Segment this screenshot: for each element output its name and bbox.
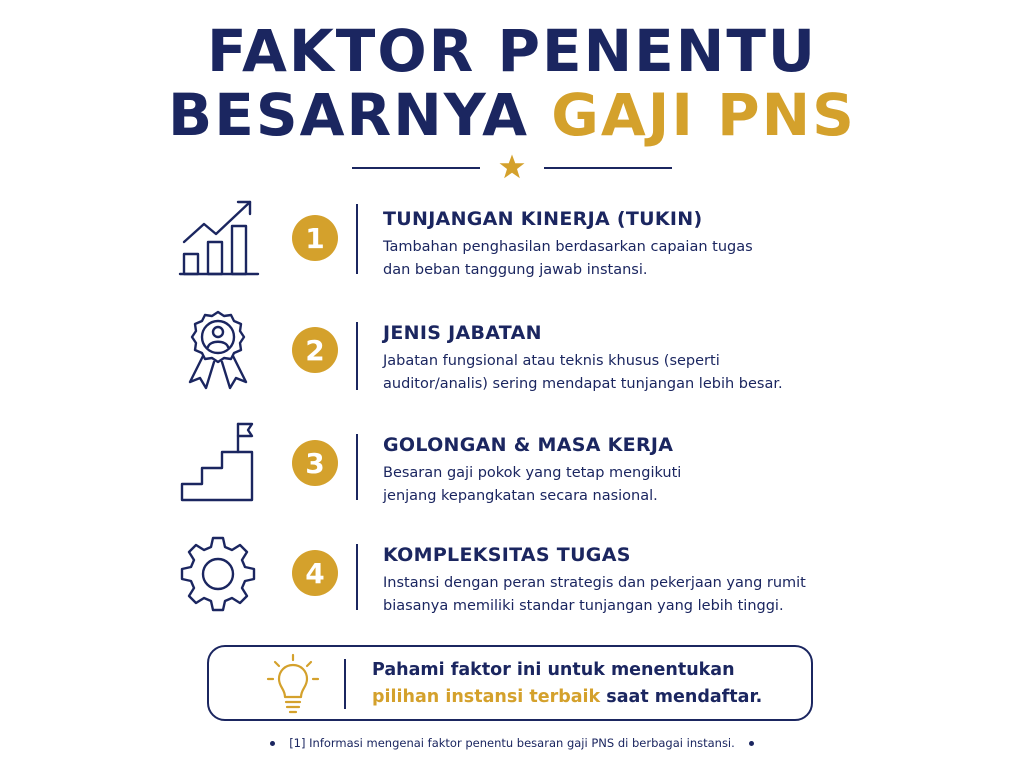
callout-rest: saat mendaftar. [600, 687, 763, 707]
item-separator [356, 434, 358, 500]
callout-line-2 [372, 684, 762, 711]
tip-callout [207, 645, 813, 721]
item-separator [356, 544, 358, 610]
factor-description [383, 572, 823, 618]
bullet-dot [749, 741, 754, 746]
factor-description [383, 462, 823, 508]
desc-line-1: Tambahan penghasilan berdasarkan capaian tugas [383, 239, 753, 255]
desc-line-1: Jabatan fungsional atau teknis khusus (seperti [383, 353, 720, 369]
callout-separator [344, 659, 346, 709]
bullet-dot [270, 741, 275, 746]
desc-line-2: biasanya memiliki standar tunjangan yang lebih tinggi. [383, 598, 784, 614]
callout-text [372, 657, 762, 711]
title-prefix: BESARNYA [168, 81, 530, 149]
factor-item-1 [0, 196, 1024, 296]
desc-line-2: dan beban tanggung jawab instansi. [383, 262, 648, 278]
number-badge-1: 1 [292, 215, 338, 261]
factor-title: JENIS JABATAN [383, 322, 542, 344]
number-badge-3: 3 [292, 440, 338, 486]
factor-description [383, 350, 823, 396]
desc-line-2: jenjang kepangkatan secara nasional. [383, 488, 658, 504]
footnote [0, 736, 1024, 750]
desc-line-2: auditor/analis) sering mendapat tunjangan lebih besar. [383, 376, 783, 392]
factor-title: GOLONGAN & MASA KERJA [383, 434, 674, 456]
title-accent: GAJI PNS [551, 81, 856, 149]
title-divider-right [544, 167, 672, 169]
item-separator [356, 204, 358, 274]
number-badge-4: 4 [292, 550, 338, 596]
callout-highlight: pilihan instansi terbaik [372, 687, 601, 707]
callout-line-1: Pahami faktor ini untuk menentukan [372, 660, 735, 680]
growth-chart-icon [176, 196, 260, 280]
factor-title: TUNJANGAN KINERJA (TUKIN) [383, 208, 703, 230]
gear-icon [176, 532, 260, 616]
factor-title: KOMPLEKSITAS TUGAS [383, 544, 631, 566]
factor-item-3 [0, 420, 1024, 520]
desc-line-1: Besaran gaji pokok yang tetap mengikuti [383, 465, 682, 481]
factor-item-4 [0, 532, 1024, 632]
lightbulb-icon [265, 653, 321, 715]
page-title-line-2 [0, 81, 1024, 149]
footnote-text: [1] Informasi mengenai faktor penentu besaran gaji PNS di berbagai instansi. [289, 736, 735, 750]
award-badge-icon [176, 308, 260, 392]
desc-line-1: Instansi dengan peran strategis dan pekerjaan yang rumit [383, 575, 806, 591]
star-icon [497, 152, 527, 182]
factor-description [383, 236, 823, 282]
page-title-line-1: FAKTOR PENENTU [206, 17, 817, 85]
item-separator [356, 322, 358, 390]
factor-item-2 [0, 308, 1024, 408]
title-divider-left [352, 167, 480, 169]
number-badge-2: 2 [292, 327, 338, 373]
stairs-flag-icon [176, 420, 260, 504]
